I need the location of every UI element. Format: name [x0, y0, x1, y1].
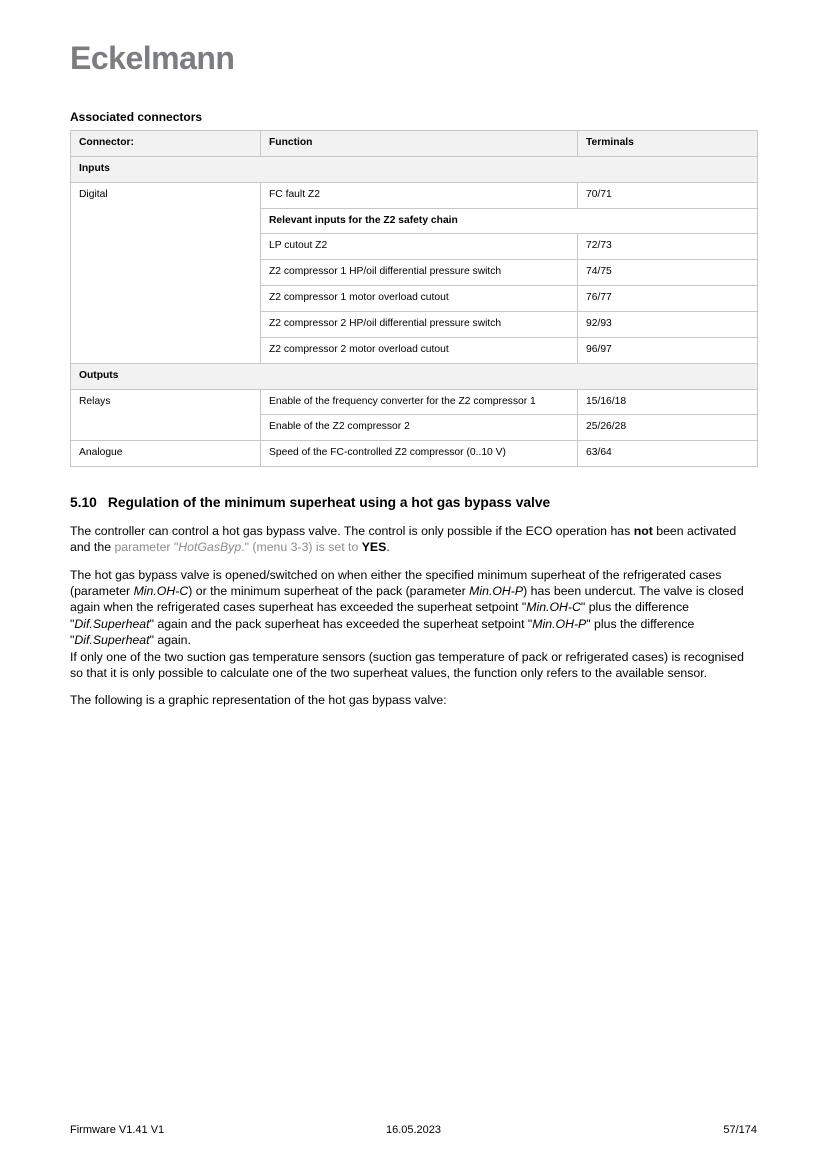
text-run: The following is a graphic representation of the hot gas bypass valve:	[70, 693, 447, 708]
table-header-row	[71, 131, 758, 157]
parameter-name: Min.OH-C	[526, 600, 581, 615]
text-run: .	[386, 540, 390, 555]
connector-cell: Digital	[71, 182, 261, 363]
terminals-cell: 15/16/18	[578, 389, 758, 415]
text-run: The controller can control a hot gas bypass valve. The control is only possible if the ECO operation has	[70, 523, 634, 538]
function-cell: Z2 compressor 2 motor overload cutout	[261, 337, 578, 363]
function-cell: FC fault Z2	[261, 182, 578, 208]
text-run-bold: YES	[361, 540, 387, 555]
footer-page-number: 57/174	[723, 1124, 757, 1136]
function-cell: Z2 compressor 1 motor overload cutout	[261, 286, 578, 312]
connectors-heading: Associated connectors	[70, 110, 203, 124]
text-run: " again.	[149, 633, 191, 648]
text-run: " plus the difference "	[70, 616, 695, 648]
table-row	[71, 389, 758, 415]
footer-firmware-version: Firmware V1.41 V1	[70, 1124, 165, 1136]
function-cell: LP cutout Z2	[261, 234, 578, 260]
section-label-outputs: Outputs	[71, 363, 758, 389]
table-section-inputs	[71, 156, 758, 182]
text-run: " plus the difference "	[70, 600, 689, 631]
text-run: " again and the pack superheat has exceeded the superheat setpoint "	[149, 616, 533, 631]
section-number: 5.10	[70, 495, 97, 511]
terminals-cell: 96/97	[578, 337, 758, 363]
text-run: ) or the minimum superheat of the pack (parameter	[188, 583, 470, 598]
header-function: Function	[261, 131, 578, 157]
section-title: Regulation of the minimum superheat using a hot gas bypass valve	[107, 495, 551, 511]
intro-paragraph	[70, 523, 757, 556]
description-paragraph	[70, 567, 757, 682]
table-row	[71, 182, 758, 208]
function-cell: Enable of the frequency converter for the Z2 compressor 1	[261, 389, 578, 415]
header-connector: Connector:	[71, 131, 261, 157]
text-run-bold: not	[633, 523, 653, 538]
parameter-name: Min.OH-C	[133, 583, 189, 598]
parameter-reference: parameter "	[114, 540, 179, 555]
connector-cell: Relays	[71, 389, 261, 441]
header-terminals: Terminals	[578, 131, 758, 157]
eckelmann-logo: Eckelmann	[70, 40, 235, 76]
terminals-cell: 25/26/28	[578, 415, 758, 441]
parameter-name: Dif.Superheat	[74, 633, 150, 648]
terminals-cell: 74/75	[578, 260, 758, 286]
text-run: been activated and the	[70, 523, 737, 555]
section-label-inputs: Inputs	[71, 156, 758, 182]
page-footer	[70, 1124, 757, 1136]
function-cell: Z2 compressor 1 HP/oil differential pressure switch	[261, 260, 578, 286]
terminals-cell: 63/64	[578, 441, 758, 467]
section-heading	[70, 495, 757, 512]
safety-chain-title-cell: Relevant inputs for the Z2 safety chain	[261, 208, 758, 234]
terminals-cell: 76/77	[578, 286, 758, 312]
function-cell: Enable of the Z2 compressor 2	[261, 415, 578, 441]
connector-cell: Analogue	[71, 441, 261, 467]
graphic-intro-paragraph	[70, 692, 757, 708]
terminals-cell: 70/71	[578, 182, 758, 208]
parameter-reference: ." (menu 3-3) is set to	[241, 540, 362, 555]
function-cell: Speed of the FC-controlled Z2 compressor (0..10 V)	[261, 441, 578, 467]
parameter-name: Dif.Superheat	[74, 616, 150, 631]
connectors-table	[70, 130, 758, 467]
table-row	[71, 441, 758, 467]
text-run: The hot gas bypass valve is opened/switched on when either the specified minimum superheat of the refrigerated cases (parameter	[70, 567, 722, 598]
table-section-outputs	[71, 363, 758, 389]
parameter-name: Min.OH-P	[532, 616, 587, 631]
parameter-name: HotGasByp	[178, 540, 242, 555]
function-cell: Z2 compressor 2 HP/oil differential pressure switch	[261, 312, 578, 338]
footer-date: 16.05.2023	[385, 1124, 442, 1136]
text-run: If only one of the two suction gas temperature sensors (suction gas temperature of pack or refrigerated cases) is recognised so that it is only possible to calculate one of the two superheat values, the function only refers to the available sensor.	[70, 649, 744, 680]
text-run: ) has been undercut. The valve is closed again when the refrigerated cases superheat has exceeded the superheat setpoint "	[70, 583, 744, 615]
terminals-cell: 92/93	[578, 312, 758, 338]
parameter-name: Min.OH-P	[469, 583, 524, 598]
terminals-cell: 72/73	[578, 234, 758, 260]
